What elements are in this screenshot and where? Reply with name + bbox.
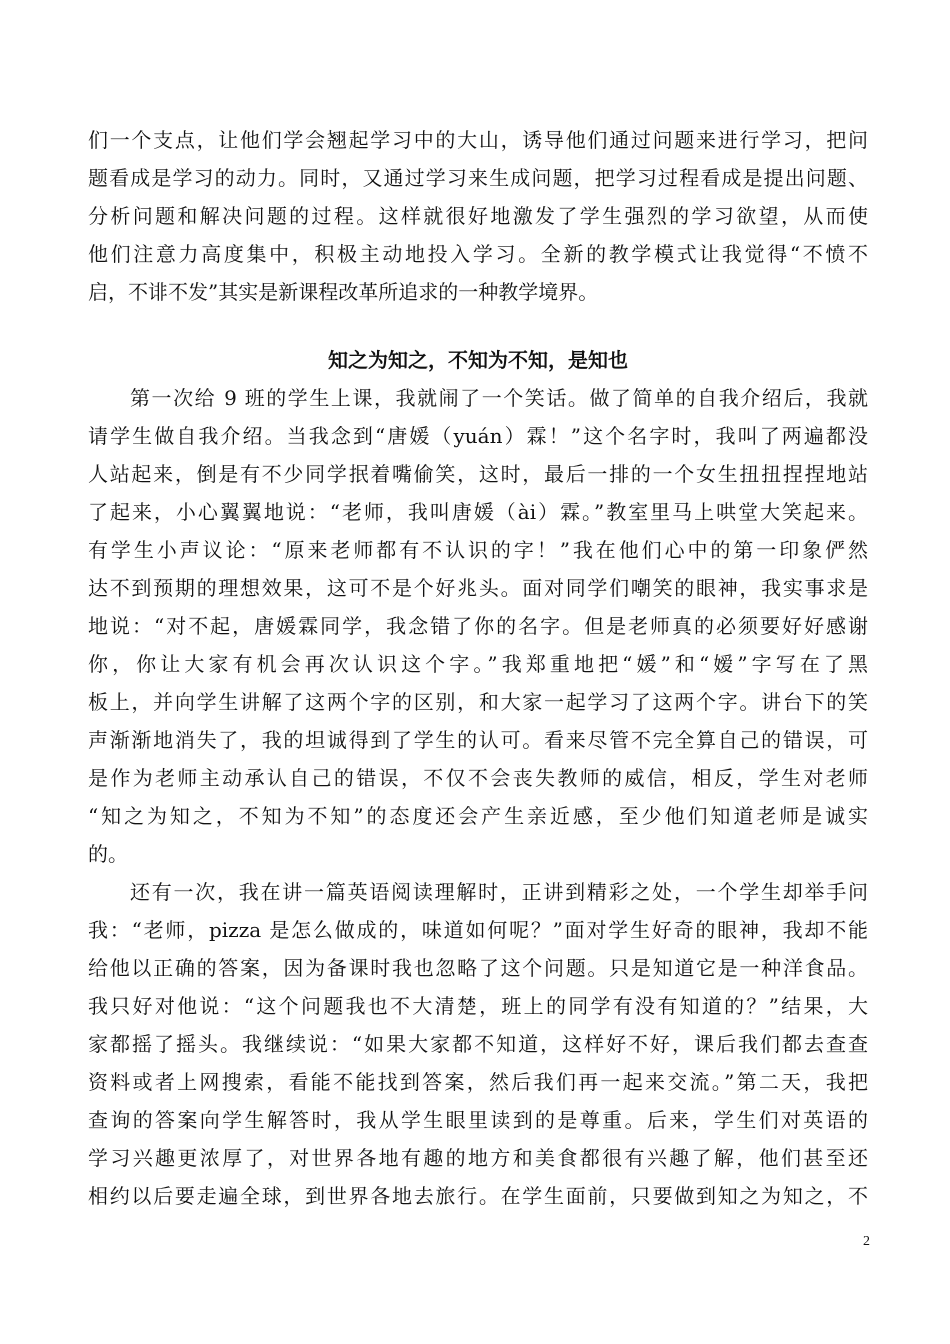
intro-line: 们一个支点，让他们学会翘起学习中的大山，诱导他们通过问题来进行学习，把问	[88, 128, 868, 152]
paragraph-line: 你，你让大家有机会再次认识这个字。”我郑重地把“媛”和“嫒”字写在了黑	[88, 652, 868, 676]
paragraph-line: 我：“老师，pizza 是怎么做成的，味道如何呢？”面对学生好奇的眼神，我却不能	[88, 918, 868, 942]
paragraph-line: 还有一次，我在讲一篇英语阅读理解时，正讲到精彩之处，一个学生却举手问	[130, 880, 868, 904]
paragraph-line: 有学生小声议论：“原来老师都有不认识的字！”我在他们心中的第一印象俨然	[88, 538, 868, 562]
page-number: 2	[863, 1234, 870, 1249]
paragraph-line: 我只好对他说：“这个问题我也不大清楚，班上的同学有没有知道的？”结果，大	[88, 994, 868, 1018]
paragraph-line: 学习兴趣更浓厚了，对世界各地有趣的地方和美食都很有兴趣了解，他们甚至还	[88, 1146, 868, 1170]
intro-line: 分析问题和解决问题的过程。这样就很好地激发了学生强烈的学习欲望，从而使	[88, 204, 868, 228]
intro-line: 他们注意力高度集中，积极主动地投入学习。全新的教学模式让我觉得“不愤不	[88, 242, 868, 266]
paragraph-line: 给他以正确的答案，因为备课时我也忽略了这个问题。只是知道它是一种洋食品。	[88, 956, 868, 980]
paragraph-line: 的。	[88, 842, 128, 866]
paragraph-line: 第一次给 9 班的学生上课，我就闹了一个笑话。做了简单的自我介绍后，我就	[130, 386, 868, 410]
paragraph-line: “知之为知之，不知为不知”的态度还会产生亲近感，至少他们知道老师是诚实	[88, 804, 868, 828]
intro-line: 启，不诽不发”其实是新课程改革所追求的一种教学境界。	[88, 280, 599, 304]
paragraph-line: 是作为老师主动承认自己的错误，不仅不会丧失教师的威信，相反，学生对老师	[88, 766, 868, 790]
paragraph-line: 地说：“对不起，唐媛霖同学，我念错了你的名字。但是老师真的必须要好好感谢	[88, 614, 868, 638]
intro-line: 题看成是学习的动力。同时，又通过学习来生成问题，把学习过程看成是提出问题、	[88, 166, 868, 190]
paragraph-line: 查询的答案向学生解答时，我从学生眼里读到的是尊重。后来，学生们对英语的	[88, 1108, 868, 1132]
paragraph-line: 声渐渐地消失了，我的坦诚得到了学生的认可。看来尽管不完全算自己的错误，可	[88, 728, 868, 752]
paragraph-line: 板上，并向学生讲解了这两个字的区别，和大家一起学习了这两个字。讲台下的笑	[88, 690, 868, 714]
paragraph-line: 人站起来，倒是有不少同学抿着嘴偷笑，这时，最后一排的一个女生扭扭捏捏地站	[88, 462, 868, 486]
paragraph-line: 相约以后要走遍全球，到世界各地去旅行。在学生面前，只要做到知之为知之，不	[88, 1184, 868, 1208]
section-title: 知之为知之，不知为不知，是知也	[328, 348, 628, 372]
paragraph-line: 了起来，小心翼翼地说：“老师，我叫唐媛（ài）霖。”教室里马上哄堂大笑起来。	[88, 500, 868, 524]
paragraph-line: 资料或者上网搜索，看能不能找到答案，然后我们再一起来交流。”第二天，我把	[88, 1070, 868, 1094]
paragraph-line: 请学生做自我介绍。当我念到“唐媛（yuán）霖！”这个名字时，我叫了两遍都没	[88, 424, 868, 448]
paragraph-line: 达不到预期的理想效果，这可不是个好兆头。面对同学们嘲笑的眼神，我实事求是	[88, 576, 868, 600]
paragraph-line: 家都摇了摇头。我继续说：“如果大家都不知道，这样好不好，课后我们都去查查	[88, 1032, 868, 1056]
